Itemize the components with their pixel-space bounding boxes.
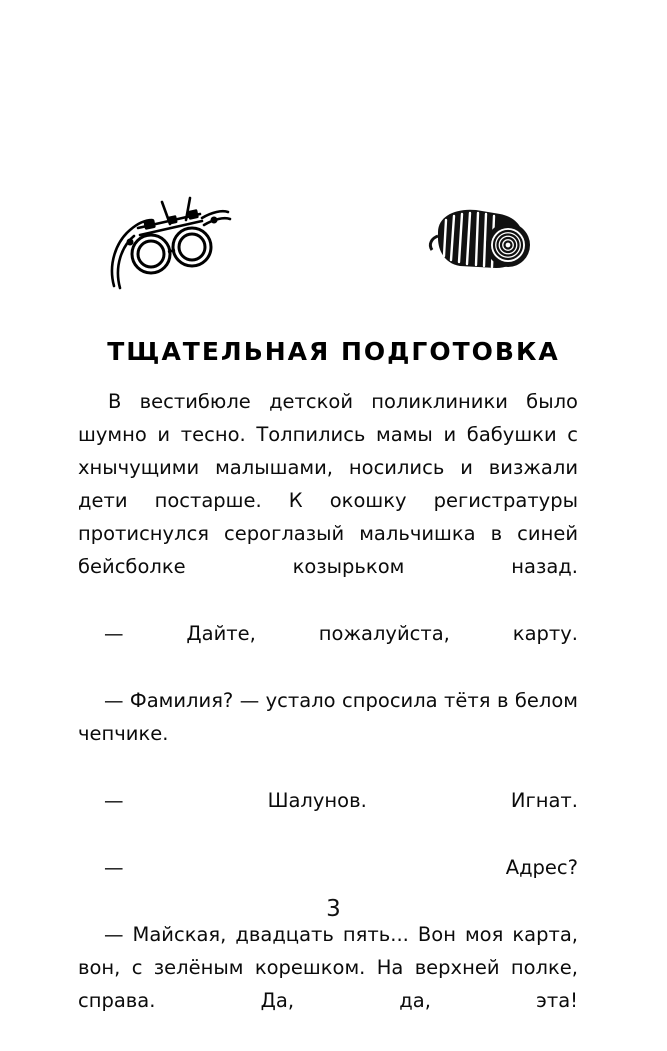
paragraph: В вестибюле детской поликлиники было шумно и тесно. Толпились мамы и бабушки с хнычущими малышами, носились и визжали дети постарше. К окошку регистратуры протиснулся сероглазый мальчишка в синей бейсболке козырьком назад.: [78, 390, 578, 578]
measuring-tape-roll-illustration: [420, 198, 540, 298]
paragraph: — Дайте, пожалуйста, карту.: [104, 622, 578, 645]
paragraph: — Майская, двадцать пять... Вон моя карта, вон, с зелёным корешком. На верхней полке, справа. Да, да, эта!: [78, 923, 578, 1012]
paragraph: — Фамилия? — устало спросила тётя в белом чепчике.: [78, 689, 578, 745]
chapter-title: ТЩАТЕЛЬНАЯ ПОДГОТОВКА: [107, 336, 560, 366]
body-text: [78, 385, 578, 1051]
page-number: 3: [326, 896, 341, 922]
illustration-row: [0, 190, 667, 310]
paragraph: — Адрес?: [104, 856, 578, 879]
trial-frame-glasses-illustration: [104, 190, 234, 300]
paragraph: — Шалунов. Игнат.: [104, 789, 578, 812]
